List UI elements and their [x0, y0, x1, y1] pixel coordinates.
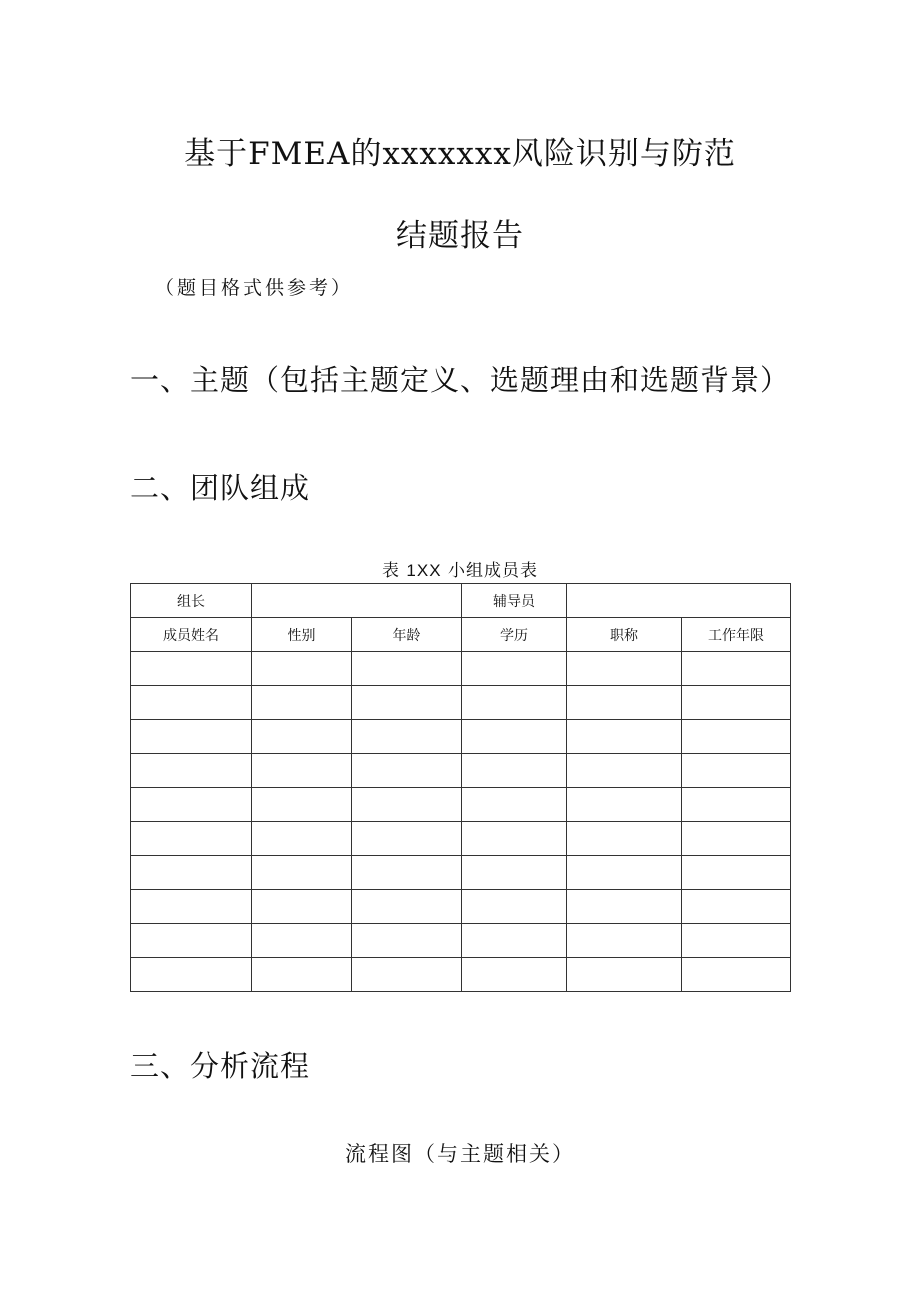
flowchart-caption: 流程图（与主题相关） — [345, 1142, 575, 1166]
table-caption — [0, 556, 920, 581]
table-row — [131, 720, 791, 754]
table-cell[interactable] — [352, 652, 462, 686]
column-header-gender: 性别 — [252, 618, 352, 652]
table-cell[interactable] — [462, 652, 567, 686]
table-cell[interactable] — [252, 890, 352, 924]
table-cell[interactable] — [352, 720, 462, 754]
table-row — [131, 686, 791, 720]
title-format-note: （题目格式供参考） — [155, 277, 354, 299]
table-cell[interactable] — [682, 720, 791, 754]
table-cell[interactable] — [352, 958, 462, 992]
table-cell[interactable] — [352, 822, 462, 856]
table-cell[interactable] — [131, 754, 252, 788]
column-header-years: 工作年限 — [682, 618, 791, 652]
table-cell[interactable] — [462, 958, 567, 992]
section-heading-team: 二、团队组成 — [130, 471, 311, 505]
leader-value-cell[interactable] — [252, 584, 462, 618]
table-cell[interactable] — [567, 856, 682, 890]
table-cell[interactable] — [252, 754, 352, 788]
table-row — [131, 958, 791, 992]
table-cell[interactable] — [131, 856, 252, 890]
table-cell[interactable] — [252, 652, 352, 686]
table-cell[interactable] — [567, 890, 682, 924]
table-cell[interactable] — [682, 890, 791, 924]
table-cell[interactable] — [462, 924, 567, 958]
table-cell[interactable] — [682, 822, 791, 856]
leader-label: 组长 — [131, 584, 252, 618]
leader-row — [131, 584, 791, 618]
caption-text: 小组成员表 — [447, 561, 538, 581]
table-row — [131, 788, 791, 822]
column-header-name: 成员姓名 — [131, 618, 252, 652]
table-cell[interactable] — [462, 720, 567, 754]
table-cell[interactable] — [567, 754, 682, 788]
report-subtitle: 结题报告 — [396, 218, 524, 254]
table-cell[interactable] — [462, 788, 567, 822]
table-cell[interactable] — [131, 788, 252, 822]
table-cell[interactable] — [682, 856, 791, 890]
table-row — [131, 856, 791, 890]
table-cell[interactable] — [682, 958, 791, 992]
table-row — [131, 890, 791, 924]
advisor-value-cell[interactable] — [567, 584, 791, 618]
table-cell[interactable] — [131, 720, 252, 754]
table-cell[interactable] — [682, 754, 791, 788]
table-cell[interactable] — [252, 720, 352, 754]
header-row — [131, 618, 791, 652]
table-cell[interactable] — [352, 754, 462, 788]
table-cell[interactable] — [462, 890, 567, 924]
table-cell[interactable] — [352, 788, 462, 822]
table-cell[interactable] — [252, 924, 352, 958]
section-heading-topic: 一、主题（包括主题定义、选题理由和选题背景） — [130, 363, 791, 397]
table-cell[interactable] — [352, 686, 462, 720]
table-cell[interactable] — [682, 788, 791, 822]
table-cell[interactable] — [682, 652, 791, 686]
table-cell[interactable] — [131, 924, 252, 958]
table-cell[interactable] — [567, 720, 682, 754]
table-cell[interactable] — [567, 788, 682, 822]
table-cell[interactable] — [462, 754, 567, 788]
team-members-table — [130, 583, 791, 992]
table-cell[interactable] — [252, 958, 352, 992]
advisor-label: 辅导员 — [462, 584, 567, 618]
table-cell[interactable] — [252, 822, 352, 856]
table-row — [131, 754, 791, 788]
section-heading-analysis: 三、分析流程 — [130, 1049, 311, 1083]
table-cell[interactable] — [462, 856, 567, 890]
table-cell[interactable] — [131, 958, 252, 992]
report-title: 基于FMEA的xxxxxxx风险识别与防范 — [184, 136, 736, 172]
table-row — [131, 822, 791, 856]
column-header-title: 职称 — [567, 618, 682, 652]
table-cell[interactable] — [462, 686, 567, 720]
column-header-education: 学历 — [462, 618, 567, 652]
table-cell[interactable] — [131, 686, 252, 720]
table-cell[interactable] — [352, 924, 462, 958]
caption-number: 1XX — [406, 561, 442, 580]
table-cell[interactable] — [131, 822, 252, 856]
table-cell[interactable] — [131, 890, 252, 924]
table-cell[interactable] — [252, 686, 352, 720]
table-cell[interactable] — [252, 856, 352, 890]
caption-prefix: 表 — [382, 561, 401, 581]
table-cell[interactable] — [682, 686, 791, 720]
table-cell[interactable] — [131, 652, 252, 686]
table-cell[interactable] — [352, 890, 462, 924]
table-cell[interactable] — [682, 924, 791, 958]
table-cell[interactable] — [567, 822, 682, 856]
table-cell[interactable] — [567, 686, 682, 720]
table-cell[interactable] — [252, 788, 352, 822]
column-header-age: 年龄 — [352, 618, 462, 652]
table-cell[interactable] — [462, 822, 567, 856]
table-cell[interactable] — [567, 652, 682, 686]
table-cell[interactable] — [352, 856, 462, 890]
table-cell[interactable] — [567, 958, 682, 992]
table-cell[interactable] — [567, 924, 682, 958]
table-row — [131, 652, 791, 686]
table-row — [131, 924, 791, 958]
